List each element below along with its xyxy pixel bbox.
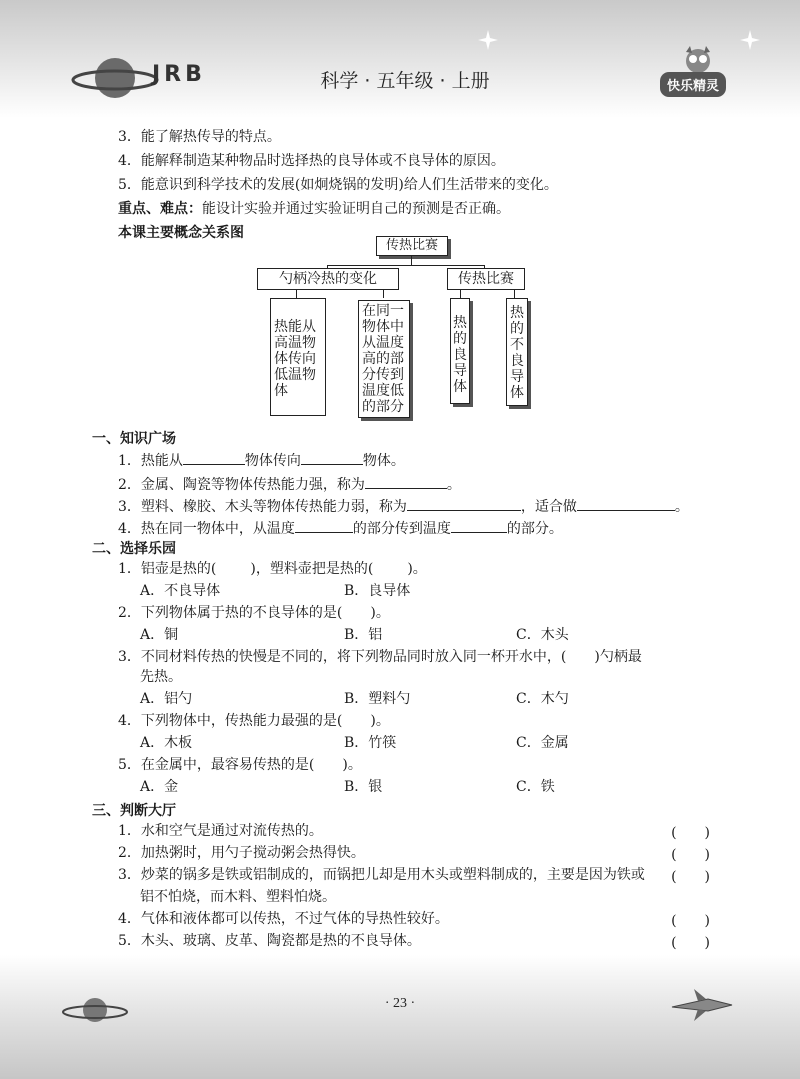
choice-option[interactable]: C．木勺: [516, 691, 569, 707]
choice-option[interactable]: C．铁: [516, 779, 555, 795]
key-point-text: 能设计实验并通过实验证明自己的预测是否正确。: [202, 201, 510, 217]
choice-option[interactable]: B．塑料勺: [344, 691, 411, 707]
goal-item: 5．能意识到科学技术的发展(如炯烧锅的发明)给人们生活带来的变化。: [118, 177, 558, 193]
judge-item: 2．加热粥时，用勺子搅动粥会热得快。: [118, 845, 365, 861]
concept-left-branch: 勺柄冷热的变化: [257, 268, 399, 290]
answer-bracket[interactable]: ( ): [671, 935, 710, 951]
planet-logo-icon: [70, 46, 160, 106]
choice-option[interactable]: B．铝: [344, 627, 383, 643]
concept-map-heading: 本课主要概念关系图: [118, 225, 244, 241]
concept-leaf-4: 热 的 不 良 导 体: [506, 298, 528, 406]
choice-option[interactable]: A．不良导体: [140, 583, 221, 599]
goal-item: 3．能了解热传导的特点。: [118, 129, 281, 145]
choice-option[interactable]: C．金属: [516, 735, 569, 751]
choice-option[interactable]: B．竹筷: [344, 735, 397, 751]
judge-item: 5．木头、玻璃、皮革、陶瓷都是热的不良导体。: [118, 933, 421, 949]
owl-mascot-icon: [680, 44, 716, 74]
choice-question: 1．铝壶是热的( )，塑料壶把是热的( )。: [118, 561, 427, 577]
choice-question: 4．下列物体中，传热能力最强的是( )。: [118, 713, 390, 729]
choice-option[interactable]: A．铝勺: [140, 691, 193, 707]
answer-blank[interactable]: [301, 450, 363, 465]
concept-leaf-2: 在同一 物体中 从温度 高的部 分传到 温度低 的部分: [358, 300, 410, 418]
fill-question: 3．塑料、橡胶、木头等物体传热能力弱，称为 ，适合做 。: [118, 496, 689, 516]
judge-item: 铝不怕烧，而木料、塑料怕烧。: [140, 889, 336, 905]
answer-bracket[interactable]: ( ): [671, 913, 710, 929]
section-title: 三、判断大厅: [92, 803, 176, 819]
key-point: [118, 200, 510, 218]
space-shuttle-icon: [668, 985, 738, 1025]
concept-root: 传热比赛: [376, 236, 448, 256]
choice-option[interactable]: A．铜: [140, 627, 179, 643]
answer-bracket[interactable]: ( ): [671, 869, 710, 885]
choice-option[interactable]: B．银: [344, 779, 383, 795]
judge-item: 3．炒菜的锅多是铁或铝制成的，而锅把儿却是用木头或塑料制成的，主要是因为铁或: [118, 867, 645, 883]
logo-text: JRB: [152, 62, 206, 87]
goal-item: 4．能解释制造某种物品时选择热的良导体或不良导体的原因。: [118, 153, 505, 169]
fill-question: 4．热在同一物体中，从温度 的部分传到温度 的部分。: [118, 518, 563, 538]
choice-option[interactable]: A．金: [140, 779, 179, 795]
fill-question: 2．金属、陶瓷等物体传热能力强，称为 。: [118, 474, 461, 494]
fill-question: 1．热能从 物体传向 物体。: [118, 450, 405, 470]
answer-blank[interactable]: [183, 450, 245, 465]
section-title: 二、选择乐园: [92, 541, 176, 557]
sparkle-icon: [740, 30, 760, 50]
judge-item: 1．水和空气是通过对流传热的。: [118, 823, 323, 839]
section-title: 一、知识广场: [92, 431, 176, 447]
key-point-label: 重点、难点：: [118, 201, 202, 217]
choice-question: 3．不同材料传热的快慢是不同的，将下列物品同时放入同一杯开水中，( )勺柄最: [118, 649, 642, 665]
choice-option[interactable]: B．良导体: [344, 583, 411, 599]
choice-question: 先热。: [140, 669, 182, 685]
choice-question: 2．下列物体属于热的不良导体的是( )。: [118, 605, 390, 621]
judge-item: 4．气体和液体都可以传热，不过气体的导热性较好。: [118, 911, 449, 927]
answer-blank[interactable]: [451, 518, 507, 533]
answer-blank[interactable]: [365, 474, 447, 489]
page-number: · 23 ·: [384, 996, 416, 1011]
book-title: 科学 · 五年级 · 上册: [320, 70, 490, 92]
answer-blank[interactable]: [577, 496, 675, 511]
answer-bracket[interactable]: ( ): [671, 847, 710, 863]
choice-question: 5．在金属中，最容易传热的是( )。: [118, 757, 362, 773]
choice-option[interactable]: C．木头: [516, 627, 569, 643]
concept-leaf-1: 热能从 高温物 体传向 低温物 体: [270, 298, 326, 416]
planet-icon: [60, 990, 130, 1030]
brand-badge: 快乐精灵: [660, 72, 726, 97]
choice-option[interactable]: A．木板: [140, 735, 193, 751]
sparkle-icon: [478, 30, 498, 50]
concept-right-branch: 传热比赛: [447, 268, 525, 290]
concept-leaf-3: 热 的 良 导 体: [450, 298, 470, 404]
answer-bracket[interactable]: ( ): [671, 825, 710, 841]
answer-blank[interactable]: [295, 518, 353, 533]
answer-blank[interactable]: [407, 496, 521, 511]
